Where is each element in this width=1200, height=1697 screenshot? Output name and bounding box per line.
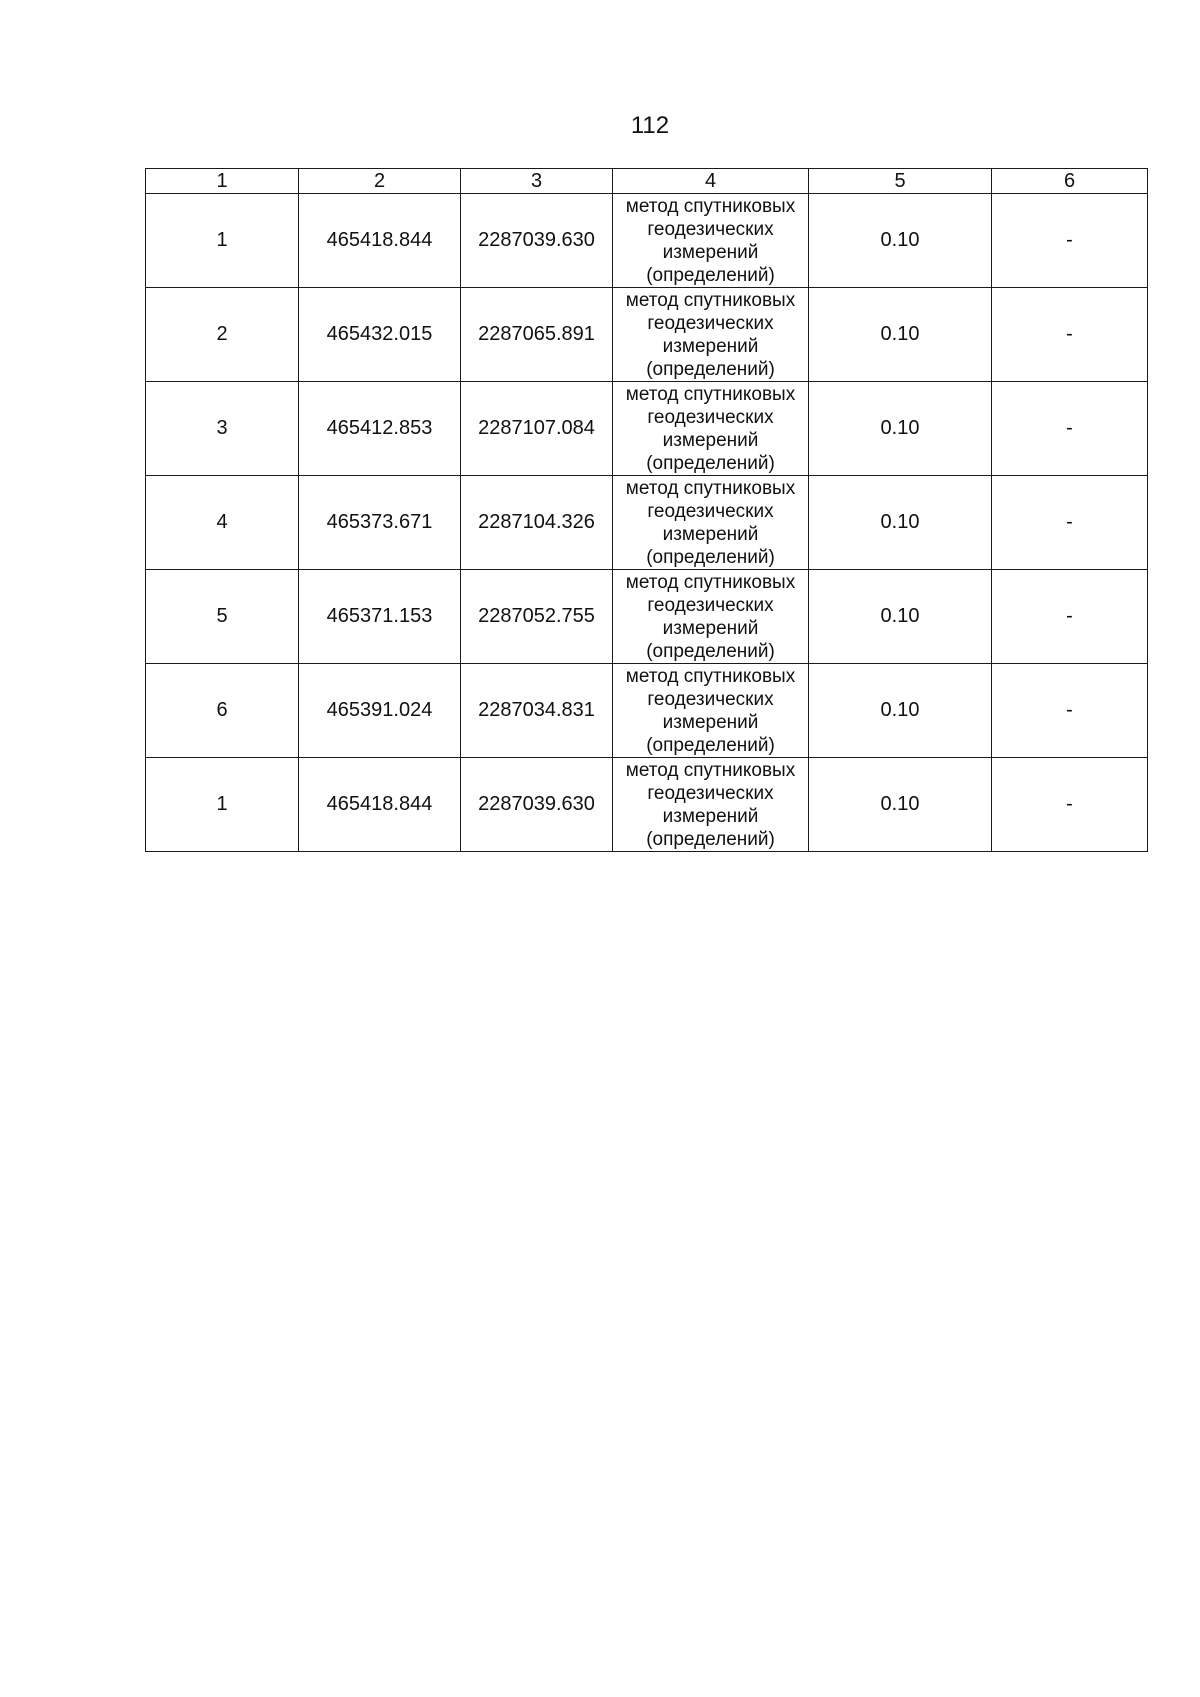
method-line: метод спутниковых — [625, 289, 796, 311]
method-line: геодезических — [647, 688, 774, 710]
method-line: метод спутниковых — [625, 477, 796, 499]
point-number-cell: 3 — [146, 382, 299, 476]
method-line: метод спутниковых — [625, 571, 796, 593]
method-line: (определений) — [646, 828, 775, 850]
table-row — [146, 758, 1148, 852]
method-line: (определений) — [646, 734, 775, 756]
table-row — [146, 570, 1148, 664]
method-cell — [613, 758, 809, 852]
point-number-cell: 6 — [146, 664, 299, 758]
accuracy-cell: 0.10 — [809, 194, 992, 288]
method-cell — [613, 476, 809, 570]
x-coordinate-cell: 465373.671 — [299, 476, 461, 570]
page-number: 112 — [630, 112, 670, 139]
method-line: (определений) — [646, 452, 775, 474]
accuracy-cell: 0.10 — [809, 288, 992, 382]
header-row — [146, 169, 1148, 194]
table-body — [146, 194, 1148, 852]
x-coordinate-cell: 465432.015 — [299, 288, 461, 382]
method-line: измерений — [662, 335, 759, 357]
point-number-cell: 5 — [146, 570, 299, 664]
method-line: геодезических — [647, 500, 774, 522]
table-row — [146, 288, 1148, 382]
method-line: измерений — [662, 523, 759, 545]
table-row — [146, 382, 1148, 476]
coordinates-table — [145, 168, 1148, 852]
method-line: (определений) — [646, 358, 775, 380]
table-header — [146, 169, 1148, 194]
method-line: метод спутниковых — [625, 383, 796, 405]
y-coordinate-cell: 2287039.630 — [461, 758, 613, 852]
method-line: измерений — [662, 241, 759, 263]
table-row — [146, 664, 1148, 758]
note-cell: - — [992, 194, 1148, 288]
note-cell: - — [992, 664, 1148, 758]
method-line: геодезических — [647, 218, 774, 240]
accuracy-cell: 0.10 — [809, 476, 992, 570]
y-coordinate-cell: 2287107.084 — [461, 382, 613, 476]
method-cell — [613, 570, 809, 664]
point-number-cell: 1 — [146, 758, 299, 852]
point-number-cell: 2 — [146, 288, 299, 382]
method-line: метод спутниковых — [625, 665, 796, 687]
method-cell — [613, 194, 809, 288]
header-cell-5: 5 — [809, 169, 992, 194]
accuracy-cell: 0.10 — [809, 758, 992, 852]
method-cell — [613, 382, 809, 476]
note-cell: - — [992, 570, 1148, 664]
method-line: геодезических — [647, 594, 774, 616]
method-line: (определений) — [646, 264, 775, 286]
x-coordinate-cell: 465412.853 — [299, 382, 461, 476]
method-line: (определений) — [646, 546, 775, 568]
header-cell-6: 6 — [992, 169, 1148, 194]
method-line: геодезических — [647, 406, 774, 428]
method-line: измерений — [662, 617, 759, 639]
header-cell-2: 2 — [299, 169, 461, 194]
accuracy-cell: 0.10 — [809, 664, 992, 758]
point-number-cell: 4 — [146, 476, 299, 570]
note-cell: - — [992, 288, 1148, 382]
method-line: геодезических — [647, 312, 774, 334]
method-cell — [613, 664, 809, 758]
method-line: (определений) — [646, 640, 775, 662]
y-coordinate-cell: 2287065.891 — [461, 288, 613, 382]
method-line: геодезических — [647, 782, 774, 804]
method-line: измерений — [662, 711, 759, 733]
method-line: метод спутниковых — [625, 195, 796, 217]
y-coordinate-cell: 2287052.755 — [461, 570, 613, 664]
table-row — [146, 194, 1148, 288]
note-cell: - — [992, 758, 1148, 852]
table-row — [146, 476, 1148, 570]
y-coordinate-cell: 2287034.831 — [461, 664, 613, 758]
note-cell: - — [992, 476, 1148, 570]
method-line: измерений — [662, 429, 759, 451]
x-coordinate-cell: 465418.844 — [299, 194, 461, 288]
x-coordinate-cell: 465418.844 — [299, 758, 461, 852]
point-number-cell: 1 — [146, 194, 299, 288]
header-cell-1: 1 — [146, 169, 299, 194]
accuracy-cell: 0.10 — [809, 570, 992, 664]
x-coordinate-cell: 465371.153 — [299, 570, 461, 664]
x-coordinate-cell: 465391.024 — [299, 664, 461, 758]
accuracy-cell: 0.10 — [809, 382, 992, 476]
y-coordinate-cell: 2287104.326 — [461, 476, 613, 570]
header-cell-3: 3 — [461, 169, 613, 194]
y-coordinate-cell: 2287039.630 — [461, 194, 613, 288]
method-cell — [613, 288, 809, 382]
method-line: измерений — [662, 805, 759, 827]
method-line: метод спутниковых — [625, 759, 796, 781]
header-cell-4: 4 — [613, 169, 809, 194]
note-cell: - — [992, 382, 1148, 476]
